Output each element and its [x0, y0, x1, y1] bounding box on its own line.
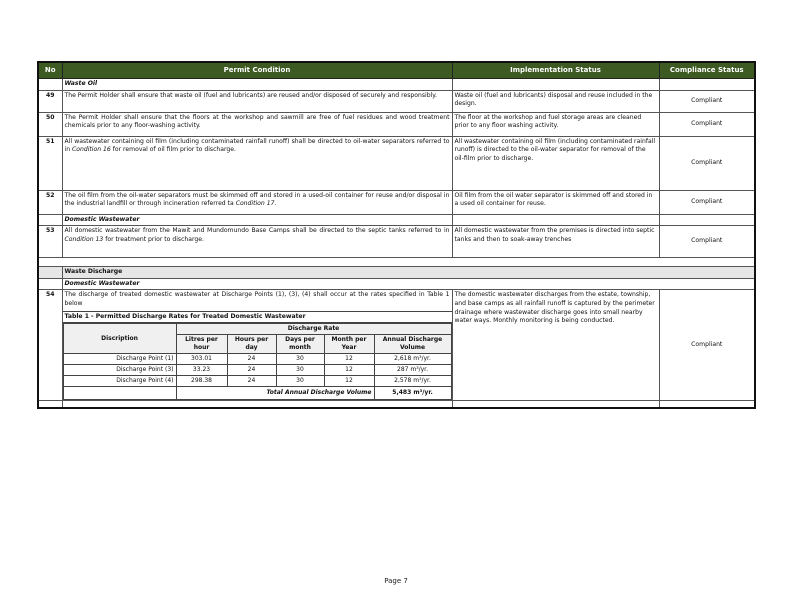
compliance-status: Compliant — [659, 190, 755, 214]
permit-condition-text: All domestic wastewater from the Mawit and Mundomundo Base Camps shall be directed to the septic tanks referred to in Condition 13 for treatment prior to discharge. — [62, 226, 452, 258]
implementation-text: The floor at the workshop and fuel storage areas are cleaned prior to any floor washing activity. — [452, 112, 659, 136]
section-title: Waste Discharge — [62, 267, 755, 279]
empty-row — [38, 401, 755, 408]
implementation-text: All domestic wastewater from the premises is directed into septic tanks and then to soak-away trenches — [452, 226, 659, 258]
permit-condition-text: The discharge of treated domestic wastewater at Discharge Points (1), (3), (4) shall occur at the rates specified in Table 1 below — [64, 291, 450, 307]
table-row — [38, 290, 755, 401]
compliance-status: Compliant — [659, 226, 755, 258]
section-title: Domestic Wastewater — [62, 278, 755, 290]
row-number: 52 — [38, 190, 62, 214]
permit-condition-cell — [62, 290, 452, 401]
col-annual-volume: Annual Discharge Volume — [374, 335, 451, 354]
row-number: 50 — [38, 112, 62, 136]
permit-compliance-table — [37, 61, 756, 409]
discharge-rates-table — [63, 323, 452, 400]
table-row — [38, 112, 755, 136]
permit-condition-text: The Permit Holder shall ensure that the floors at the workshop and sawmill are free of fuel residues and wood treatment chemicals prior to any floor-washing activity. — [62, 112, 452, 136]
condition-reference: Condition 16 — [72, 146, 111, 154]
permit-condition-text: The oil film from the oil-water separators must be skimmed off and stored in a used-oil container for reuse and/or disposal in the industrial landfill or through incineration referred ta Condition 17. — [62, 190, 452, 214]
col-days-per-month: Days per month — [276, 335, 324, 354]
condition-reference: Condition 13 — [64, 235, 104, 243]
compliance-status: Compliant — [659, 136, 755, 190]
compliance-document-page — [37, 61, 754, 409]
discharge-row: Discharge Point (3) 33.23 24 30 12 287 m³/yr. — [63, 365, 451, 376]
condition-reference: Condition 17 — [235, 200, 275, 208]
header-compliance-status: Compliance Status — [659, 62, 755, 79]
header-implementation-status: Implementation Status — [452, 62, 659, 79]
table-row — [38, 90, 755, 112]
page-number: Page 7 — [384, 577, 408, 585]
section-title: Waste Oil — [62, 79, 452, 91]
total-value: 5,483 m³/yr. — [374, 387, 451, 400]
compliance-status: Compliant — [659, 90, 755, 112]
discharge-row: Discharge Point (1) 303.01 24 30 12 2,618 m³/yr. — [63, 354, 451, 365]
implementation-text: All wastewater containing oil film (including contaminated rainfall runoff) is directed to the oil-water separator for removal of the oil-film prior to discharge. — [452, 136, 659, 190]
permit-condition-text: The Permit Holder shall ensure that waste oil (fuel and lubricants) are reused and/or disposed of securely and responsibly. — [62, 90, 452, 112]
row-number: 53 — [38, 226, 62, 258]
permit-condition-text: All wastewater containing oil film (including contaminated rainfall runoff) shall be directed to oil-water separators referred to in Condition 16 for removal of oil film prior to discharge. — [62, 136, 452, 190]
section-row-domestic-wastewater-2 — [38, 278, 755, 290]
implementation-text: The domestic wastewater discharges from the estate, township, and base camps as all rainfall runoff is captured by the perimeter drainage where wastewater discharge goes into small nearby water ways. Monthly monitoring is being conducted. — [452, 290, 659, 401]
col-litres-per-hour: Litres per hour — [176, 335, 227, 354]
discharge-table-title: Table 1 - Permitted Discharge Rates for Treated Domestic Wastewater — [63, 311, 452, 324]
implementation-text: Oil film from the oil water separator is skimmed off and stored in a used oil container for reuse. — [452, 190, 659, 214]
spacer-row — [38, 258, 755, 267]
discharge-total-row — [63, 387, 451, 400]
col-description: Discription — [63, 324, 176, 354]
table-header-row — [38, 62, 755, 79]
row-number: 49 — [38, 90, 62, 112]
compliance-status: Compliant — [659, 290, 755, 401]
table-row — [38, 136, 755, 190]
col-hours-per-day: Hours per day — [227, 335, 276, 354]
table-row — [38, 226, 755, 258]
col-month-per-year: Month per Year — [324, 335, 374, 354]
row-number: 54 — [38, 290, 62, 401]
group-discharge-rate: Discharge Rate — [176, 324, 451, 335]
discharge-row: Discharge Point (4) 298.38 24 30 12 2,578 m³/yr. — [63, 376, 451, 387]
row-number: 51 — [38, 136, 62, 190]
section-row-waste-discharge — [38, 267, 755, 279]
header-no: No — [38, 62, 62, 79]
section-row-waste-oil — [38, 79, 755, 91]
section-row-domestic-wastewater — [38, 214, 755, 226]
compliance-status: Compliant — [659, 112, 755, 136]
table-row — [38, 190, 755, 214]
implementation-text: Waste oil (fuel and lubricants) disposal and reuse included in the design. — [452, 90, 659, 112]
section-title: Domestic Wastewater — [62, 214, 452, 226]
total-label: Total Annual Discharge Volume — [176, 387, 374, 400]
header-permit-condition: Permit Condition — [62, 62, 452, 79]
